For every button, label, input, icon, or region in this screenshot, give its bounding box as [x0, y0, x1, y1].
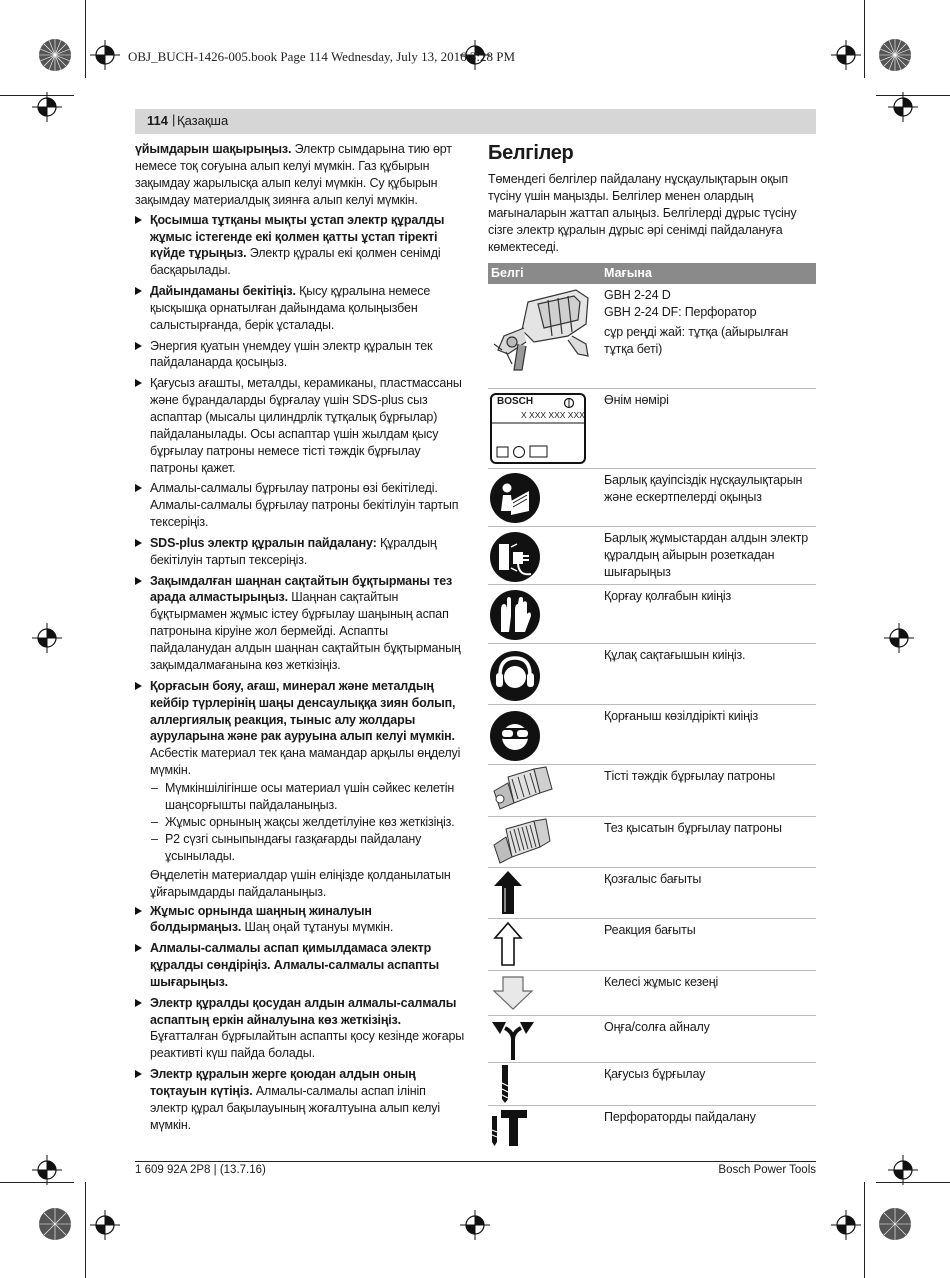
crop-mark	[864, 0, 865, 78]
print-slug: OBJ_BUCH-1426-005.book Page 114 Wednesday, July 13, 2016 3:28 PM	[128, 49, 516, 64]
bullet-triangle-icon	[135, 577, 142, 585]
column-header-symbol: Белгі	[491, 266, 524, 280]
left-column	[135, 141, 465, 1138]
crop-mark	[85, 1182, 86, 1278]
table-header	[488, 263, 816, 284]
bullet-triangle-icon	[135, 682, 142, 690]
symbol-meaning: Құлақ сақтағышын киіңіз.	[604, 648, 746, 662]
symbol-meaning: Келесі жұмыс кезеңі	[604, 975, 719, 989]
bullet-triangle-icon	[135, 342, 142, 350]
symbol-meaning: Барлық жұмыстардан алдын электр құралдың айырын розеткадан шығарыңыз	[604, 531, 809, 579]
bullet-triangle-icon	[135, 999, 142, 1007]
bullet-triangle-icon	[135, 379, 142, 387]
keyed-chuck-icon	[488, 765, 558, 817]
registration-rosette-icon	[38, 1207, 72, 1241]
crosshair-mark-icon	[460, 1210, 490, 1240]
bullet-item: Алмалы-салмалы бұрғылау патроны өзі бекітіледі. Алмалы-салмалы бұрғылау патроны бекітілуін тартып тексеріңіз.	[135, 480, 465, 531]
next-step-arrow-icon	[488, 971, 538, 1015]
ear-protection-icon	[489, 649, 549, 707]
crosshair-mark-icon	[888, 1155, 918, 1185]
protective-gloves-icon	[489, 588, 549, 646]
header-separator: |	[172, 112, 176, 127]
table-row	[488, 971, 816, 1016]
rotary-hammer-icon	[488, 284, 598, 388]
bullet-item: Электр құралын жерге қоюдан алдын оның тоқтауын күтіңіз. Алмалы-салмалы аспап ілініп электр құрал бақылауының жоғалтуына алып келуі мүмкін.	[135, 1066, 465, 1134]
footer-rule	[135, 1161, 816, 1162]
table-row	[488, 705, 816, 765]
table-row	[488, 817, 816, 868]
bullet-triangle-icon	[135, 484, 142, 492]
registration-rosette-icon	[38, 38, 72, 72]
registration-rosette-icon	[878, 38, 912, 72]
table-row	[488, 585, 816, 644]
table-row	[488, 469, 816, 527]
crosshair-mark-icon	[888, 92, 918, 122]
bullet-triangle-icon	[135, 1070, 142, 1078]
symbol-meaning: Қорғаныш көзілдірікті киіңіз	[604, 709, 759, 723]
label-number: X XXX XXX XXX	[521, 410, 585, 420]
bullet-item: SDS-plus электр құралын пайдалану: Құралдың бекітілуін тартып тексеріңіз.	[135, 535, 465, 569]
section-intro: Төмендегі белгілер пайдалану нұсқаулықтарын оқып түсіну үшін маңызды. Белгілер менен олардың мағыналарын жаттап алыңыз. Белгілерді дұрыс түсіну сізге электр құралын дұрыс әрі сенімді пайдалануға көмектеседі.	[488, 172, 797, 254]
symbol-meaning: Барлық қауіпсіздік нұсқаулықтарын және ескертпелерді оқыңыз	[604, 473, 803, 504]
crop-mark	[864, 1182, 865, 1278]
header-language: Қазақша	[177, 113, 229, 128]
table-row	[488, 1063, 816, 1106]
crosshair-mark-icon	[32, 1155, 62, 1185]
symbol-meaning: Қозғалыс бағыты	[604, 872, 702, 886]
section-title: Белгілер	[488, 142, 574, 164]
bullet-item: Зақымдалған шаңнан сақтайтын бұқтырманы тез арада алмастырыңыз. Шаңнан сақтайтын бұқтырмамен жұмыс істеу бұрғылау шаңының аспап патронына кіруіне жол бермейді. Аспапты пайдаланудан алдын шаңнан сақтайтын бұқтырманың зақымдалмағанына көз жеткізіңіз.	[135, 573, 465, 674]
symbol-meaning: Тез қысатын бұрғылау патроны	[604, 821, 782, 835]
label-brand: BOSCH	[497, 396, 534, 407]
table-row	[488, 527, 816, 585]
crosshair-mark-icon	[32, 623, 62, 653]
registration-rosette-icon	[878, 1207, 912, 1241]
crop-mark	[85, 0, 86, 78]
bullet-item: Жұмыс орнында шаңның жиналуын болдырмаңыз. Шаң оңай тұтануы мүмкін.	[135, 903, 465, 937]
drilling-icon	[488, 1063, 528, 1105]
symbol-meaning: Тісті тәждік бұрғылау патроны	[604, 769, 776, 783]
bullet-item: Электр құралды қосудан алдын алмалы-салмалы аспаптың еркін айналуына көз жеткізіңіз. Бұғатталған бұрғылайтын аспапты қосу кезінде жоғары реактивті күш пайда болады.	[135, 995, 465, 1063]
bullet-triangle-icon	[135, 287, 142, 295]
bullet-triangle-icon	[135, 216, 142, 224]
page-header	[135, 109, 816, 134]
keyless-chuck-icon	[488, 817, 558, 869]
crosshair-mark-icon	[831, 1210, 861, 1240]
read-manual-icon	[489, 471, 549, 529]
table-row	[488, 765, 816, 817]
symbol-meaning: Перфораторды пайдалану	[604, 1110, 756, 1124]
symbol-meaning: Қағусыз бұрғылау	[604, 1067, 706, 1081]
table-row	[488, 389, 816, 469]
safety-goggles-icon	[489, 709, 549, 767]
bullet-triangle-icon	[135, 907, 142, 915]
bullet-item: Алмалы-салмалы аспап қимылдамаса электр құралды сөндіріңіз. Алмалы-салмалы аспапты шығарыңыз.	[135, 940, 465, 991]
crosshair-mark-icon	[884, 623, 914, 653]
symbol-meaning: GBH 2-24 D GBH 2-24 DF: Перфоратор сұр реңді жай: тұтқа (айырылған тұтқа беті)	[604, 288, 789, 356]
dash-item: – P2 сүзгі сыныпындағы газқағарды пайдалану ұсынылады.	[151, 831, 422, 863]
bullet-item: Қағусыз ағашты, металды, керамиканы, пластмассаны және бұрандаларды бұрғалау үшін SDS-plus сыз аспаптар (мысалы цилиндрлік тұтқалық бұрғылар) пайдаланылады. Осы аспаптар үшін жылдам қысу бұрғылау патроны немесе тісті тәждік бұрғылау патроны қажет.	[135, 375, 465, 476]
crosshair-mark-icon	[32, 92, 62, 122]
table-row	[488, 868, 816, 919]
unplug-icon	[489, 530, 549, 588]
table-row	[488, 1106, 816, 1151]
dash-item: – Жұмыс орнының жақсы желдетілуіне көз жеткізіңіз.	[151, 815, 455, 830]
bullet-triangle-icon	[135, 539, 142, 547]
table-row	[488, 1016, 816, 1063]
symbol-meaning: Реакция бағыты	[604, 923, 696, 937]
footer-brand: Bosch Power Tools	[718, 1164, 816, 1176]
page-number: 114	[147, 113, 168, 128]
table-row	[488, 919, 816, 971]
symbol-meaning: Оңға/солға айналу	[604, 1020, 710, 1034]
dash-item: – Мүмкіншілігінше осы материал үшін сәйкес келетін шаңсорғышты пайдаланыңыз.	[151, 781, 455, 813]
bullet-item: Энергия қуатын үнемдеу үшін электр құралын тек пайдаланарда қосыңыз.	[135, 338, 465, 372]
crosshair-mark-icon	[90, 40, 120, 70]
rotation-direction-icon	[488, 1016, 538, 1062]
column-header-meaning: Мағына	[604, 266, 652, 280]
symbol-meaning: Өнім нөмірі	[604, 393, 669, 407]
symbol-meaning: Қорғау қолғабын киіңіз	[604, 589, 732, 603]
bullet-item: Қосымша тұтқаны мықты ұстап электр құралды жұмыс істегенде екі қолмен қатты ұстап тіректі күйде тұрыңыз. Электр құралы екі қолмен сенімді басқарылады.	[135, 212, 465, 280]
bullet-item: Дайындаманы бекітіңіз. Қысу құралына немесе қысқышқа орнатылған дайындама қолыңызбен салыстырғанда, берік ұсталады.	[135, 283, 465, 334]
movement-direction-arrow-icon	[488, 868, 528, 918]
table-row	[488, 644, 816, 705]
table-row	[488, 284, 816, 389]
crosshair-mark-icon	[831, 40, 861, 70]
bullet-item: Қорғасын бояу, ағаш, минерал және металдың кейбір түрлерінің шаңы денсаулыққа зиян болып, аллергиялық реакция, тыныс алу жолдары ауруларына және рак ауруына алып келуі мүмкін. Асбестік материал тек қана мамандар арқылы өңделуі мүмкін.	[135, 678, 465, 779]
paragraph: үйымдарын шақырыңыз. Электр сымдарына тию өрт немесе тоқ соғуына алып келуі мүмкін. Газ құбырын зақымдау жарылысқа алып келуі мүмкін. Су құбырын зақымдау материалдық зиянға алып келуі мүмкін.	[135, 142, 452, 207]
bullet-triangle-icon	[135, 944, 142, 952]
hammer-drilling-icon	[488, 1106, 538, 1150]
footer-doc-number: 1 609 92A 2P8 | (13.7.16)	[135, 1164, 266, 1176]
note-paragraph: Өңделетін материалдар үшін еліңізде қолданылатын ұйғарымдарды пайдаланыңыз.	[150, 867, 451, 899]
reaction-direction-arrow-icon	[488, 919, 528, 969]
crosshair-mark-icon	[90, 1210, 120, 1240]
